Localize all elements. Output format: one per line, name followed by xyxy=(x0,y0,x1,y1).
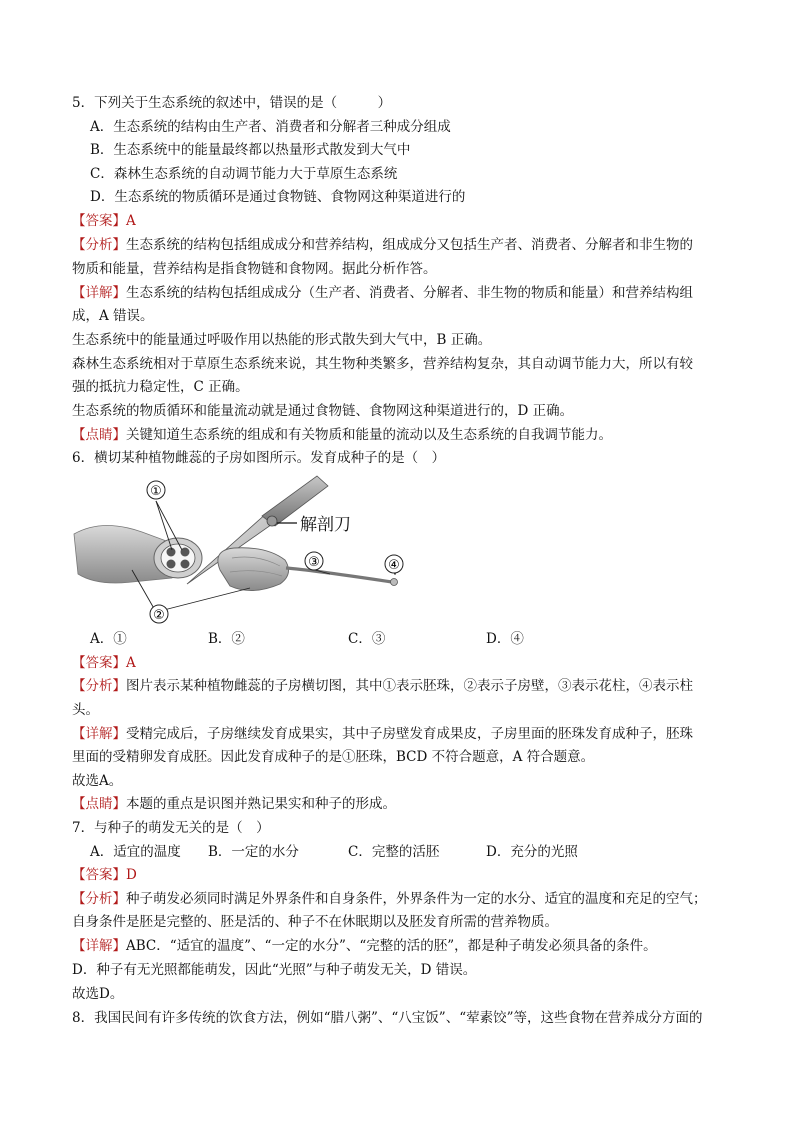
q6-detail-line3: 故选A。 xyxy=(72,773,123,789)
answer-value: A xyxy=(126,213,136,229)
answer-value: D xyxy=(126,867,137,883)
q7-analysis-cont: 自身条件是胚是完整的、胚是活的、种子不在休眠期以及胚发育所需的营养物质。 xyxy=(72,914,558,930)
q5-question: 5．下列关于生态系统的叙述中，错误的是（ ） xyxy=(72,95,392,111)
detail-text: 受精完成后，子房继续发育成果实，其中子房壁发育成果皮，子房里面的胚珠发育成种子，胚珠 xyxy=(126,726,693,742)
detail-text: ABC．“适宜的温度”、“一定的水分”、“完整的活的胚”，都是种子萌发必须具备的条件。 xyxy=(126,938,657,954)
q5-option-b: B．生态系统中的能量最终都以热量形式散发到大气中 xyxy=(90,142,411,158)
point-tag: 【点睛】 xyxy=(72,796,126,812)
q5-point xyxy=(72,425,612,445)
q5-detail-line2: 成，A 错误。 xyxy=(72,308,154,324)
q6-option-c: C．③ xyxy=(348,631,386,647)
marker-3: ③ xyxy=(308,555,320,570)
marker-4: ④ xyxy=(388,558,400,573)
q5-option-c: C．森林生态系统的自动调节能力大于草原生态系统 xyxy=(90,166,398,182)
q6-analysis-cont: 头。 xyxy=(72,702,99,718)
q5-option-a: A．生态系统的结构由生产者、消费者和分解者三种成分组成 xyxy=(90,119,451,135)
detail-tag: 【详解】 xyxy=(72,726,126,742)
marker-1: ① xyxy=(150,484,162,499)
q7-option-b: B．一定的水分 xyxy=(208,844,299,860)
q7-detail xyxy=(72,936,657,956)
q5-option-d: D．生态系统的物质循环是通过食物链、食物网这种渠道进行的 xyxy=(90,189,466,205)
q6-option-d: D．④ xyxy=(486,631,524,647)
ovary-cross-section-figure xyxy=(72,474,412,624)
q7-analysis xyxy=(72,889,707,909)
analysis-text: 图片表示某种植物雌蕊的子房横切图，其中①表示胚珠，②表示子房壁，③表示花柱，④表示柱 xyxy=(126,678,693,694)
q8-question: 8．我国民间有许多传统的饮食方法，例如“腊八粥”、“八宝饭”、“荤素饺”等，这些食物在营养成分方面的 xyxy=(72,1010,703,1026)
analysis-tag: 【分析】 xyxy=(72,891,126,907)
stigma xyxy=(391,579,398,586)
answer-tag: 【答案】 xyxy=(72,867,126,883)
q7-question: 7．与种子的萌发无关的是（ ） xyxy=(72,820,270,836)
answer-tag: 【答案】 xyxy=(72,213,126,229)
point-text: 本题的重点是识图并熟记果实和种子的形成。 xyxy=(126,796,396,812)
q6-option-a: A．① xyxy=(90,631,127,647)
q5-analysis-cont: 物质和能量，营养结构是指食物链和食物网。据此分析作答。 xyxy=(72,261,437,277)
ovary-wall xyxy=(218,548,289,591)
q7-option-c: C．完整的活胚 xyxy=(348,844,440,860)
q6-detail-line2: 里面的受精卵发育成胚。因此发育成种子的是①胚珠，BCD 不符合题意，A 符合题意。 xyxy=(72,749,595,765)
detail-text: 生态系统的结构包括组成成分（生产者、消费者、分解者、非生物的物质和能量）和营养结构组 xyxy=(126,285,693,301)
q7-detail-line3: 故选D。 xyxy=(72,986,124,1002)
analysis-tag: 【分析】 xyxy=(72,678,126,694)
q6-option-b: B．② xyxy=(208,631,245,647)
scalpel-label: 解剖刀 xyxy=(300,515,351,535)
q7-option-a: A．适宜的温度 xyxy=(90,844,181,860)
q5-detail-line4: 森林生态系统相对于草原生态系统来说，其生物种类繁多，营养结构复杂，其自动调节能力大，所以有较 xyxy=(72,356,693,372)
q5-detail-line3: 生态系统中的能量通过呼吸作用以热能的形式散失到大气中，B 正确。 xyxy=(72,332,492,348)
q6-analysis xyxy=(72,676,693,696)
q6-answer xyxy=(72,653,136,673)
marker-2: ② xyxy=(153,608,165,623)
point-text: 关键知道生态系统的组成和有关物质和能量的流动以及生态系统的自我调节能力。 xyxy=(126,427,612,443)
q5-detail-line6: 生态系统的物质循环和能量流动就是通过食物链、食物网这种渠道进行的，D 正确。 xyxy=(72,403,574,419)
detail-tag: 【详解】 xyxy=(72,285,126,301)
q7-detail-line2: D．种子有无光照都能萌发，因此“光照”与种子萌发无关，D 错误。 xyxy=(72,962,477,978)
q6-question: 6．横切某种植物雌蕊的子房如图所示。发育成种子的是（ ） xyxy=(72,450,446,466)
q7-option-d: D．充分的光照 xyxy=(486,844,578,860)
point-tag: 【点睛】 xyxy=(72,427,126,443)
style xyxy=(286,568,392,582)
analysis-tag: 【分析】 xyxy=(72,237,126,253)
q5-detail xyxy=(72,283,693,303)
q7-answer xyxy=(72,865,137,885)
q5-answer xyxy=(72,211,136,231)
analysis-text: 生态系统的结构包括组成成分和营养结构，组成成分又包括生产者、消费者、分解者和非生物的 xyxy=(126,237,693,253)
q5-detail-line5: 强的抵抗力稳定性，C 正确。 xyxy=(72,379,249,395)
q6-point xyxy=(72,794,396,814)
q5-analysis xyxy=(72,235,693,255)
analysis-text: 种子萌发必须同时满足外界条件和自身条件，外界条件为一定的水分、适宜的温度和充足的空气； xyxy=(126,891,707,907)
ovule xyxy=(167,548,176,557)
answer-tag: 【答案】 xyxy=(72,655,126,671)
answer-value: A xyxy=(126,655,136,671)
detail-tag: 【详解】 xyxy=(72,938,126,954)
q6-detail xyxy=(72,724,693,744)
